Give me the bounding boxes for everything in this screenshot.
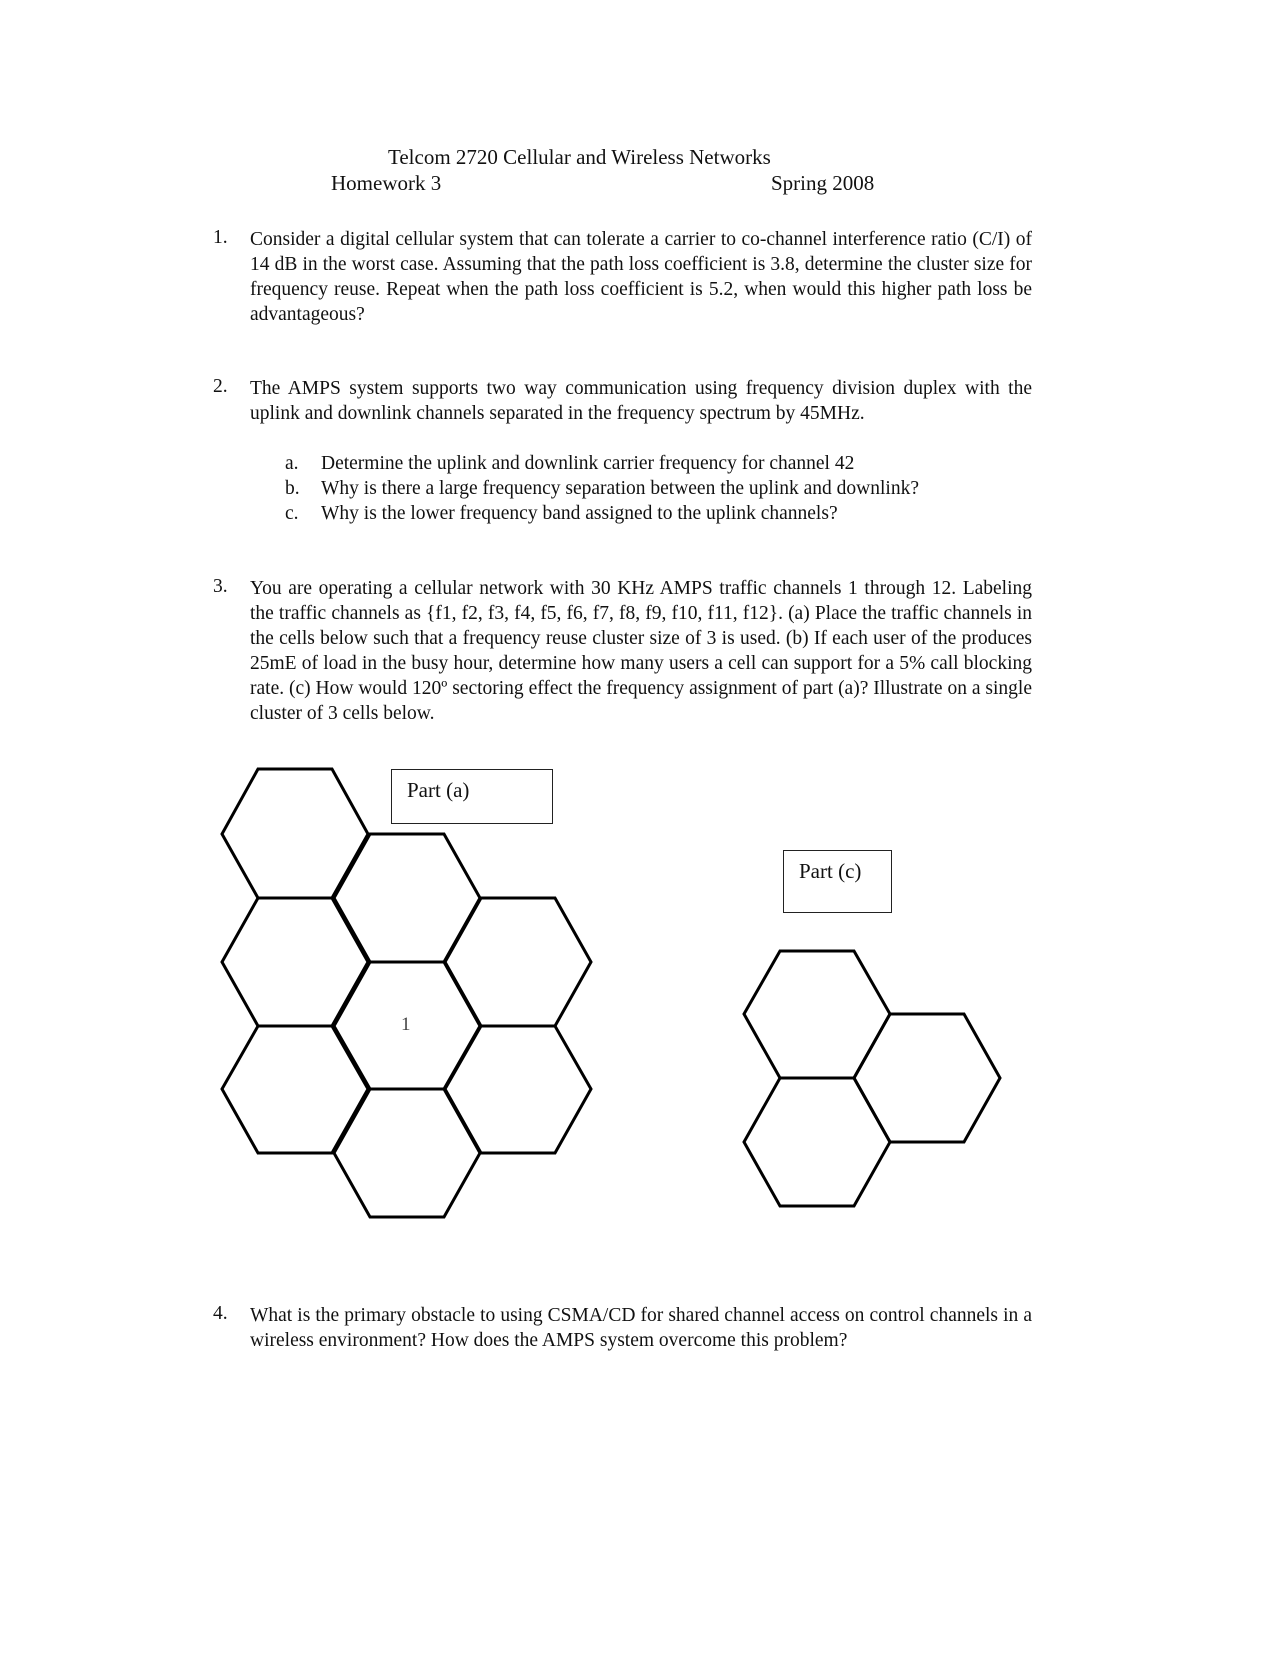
course-title: Telcom 2720 Cellular and Wireless Networks — [388, 145, 771, 169]
hex-cell — [445, 1026, 591, 1153]
sub-item-letter: b. — [285, 478, 300, 499]
sub-item-text: Why is there a large frequency separation between the uplink and downlink? — [321, 478, 919, 499]
part-a-label-box — [391, 769, 553, 824]
part-a-label: Part (a) — [407, 778, 470, 802]
sub-item-text: Determine the uplink and downlink carrier frequency for channel 42 — [321, 453, 855, 474]
question-number: 3. — [213, 576, 228, 597]
sub-item-letter: a. — [285, 453, 299, 474]
part-c-label: Part (c) — [799, 859, 862, 883]
sub-item-text: Why is the lower frequency band assigned to the uplink channels? — [321, 503, 838, 524]
part-c-label-box — [783, 850, 892, 913]
question-text: What is the primary obstacle to using CSMA/CD for shared channel access on control channels in a wireless environment? How does the AMPS system overcome this problem? — [250, 1305, 1032, 1351]
sub-item-letter: c. — [285, 503, 299, 524]
question-number: 2. — [213, 376, 228, 397]
hex-cell — [445, 898, 591, 1026]
question-number: 1. — [213, 227, 228, 248]
question-text: You are operating a cellular network with 30 KHz AMPS traffic channels 1 through 12. Labeling the traffic channels as {f1, f2, f3, f4, f5, f6, f7, f8, f9, f10, f11, f12}. (a) Place the traffic channels in the cells below such that a frequency reuse cluster size of 3 is used. (b) If each user of the produces 25mE of load in the busy hour, determine how many users a cell can support for a 5% call blocking rate. (c) How would 120º sectoring effect the frequency assignment of part (a)? Illustrate on a single cluster of 3 cells below. — [250, 578, 1032, 724]
hex-cell-cluster — [744, 951, 890, 1078]
center-cell-label: 1 — [401, 1014, 411, 1035]
term-label: Spring 2008 — [771, 171, 875, 195]
question-text: Consider a digital cellular system that can tolerate a carrier to co-channel interference ratio (C/I) of 14 dB in the worst case. Assuming that the path loss coefficient is 3.8, determine the cluster size for frequency reuse. Repeat when the path loss coefficient is 5.2, when would this higher path loss be advantageous? — [250, 229, 1032, 325]
hex-cell-cluster — [744, 1078, 890, 1206]
assignment-title: Homework 3 — [331, 171, 442, 195]
hex-cell-cluster — [854, 1014, 1000, 1142]
question-number: 4. — [213, 1303, 228, 1324]
question-text: The AMPS system supports two way communication using frequency division duplex with the uplink and downlink channels separated in the frequency spectrum by 45MHz. — [250, 378, 1032, 424]
